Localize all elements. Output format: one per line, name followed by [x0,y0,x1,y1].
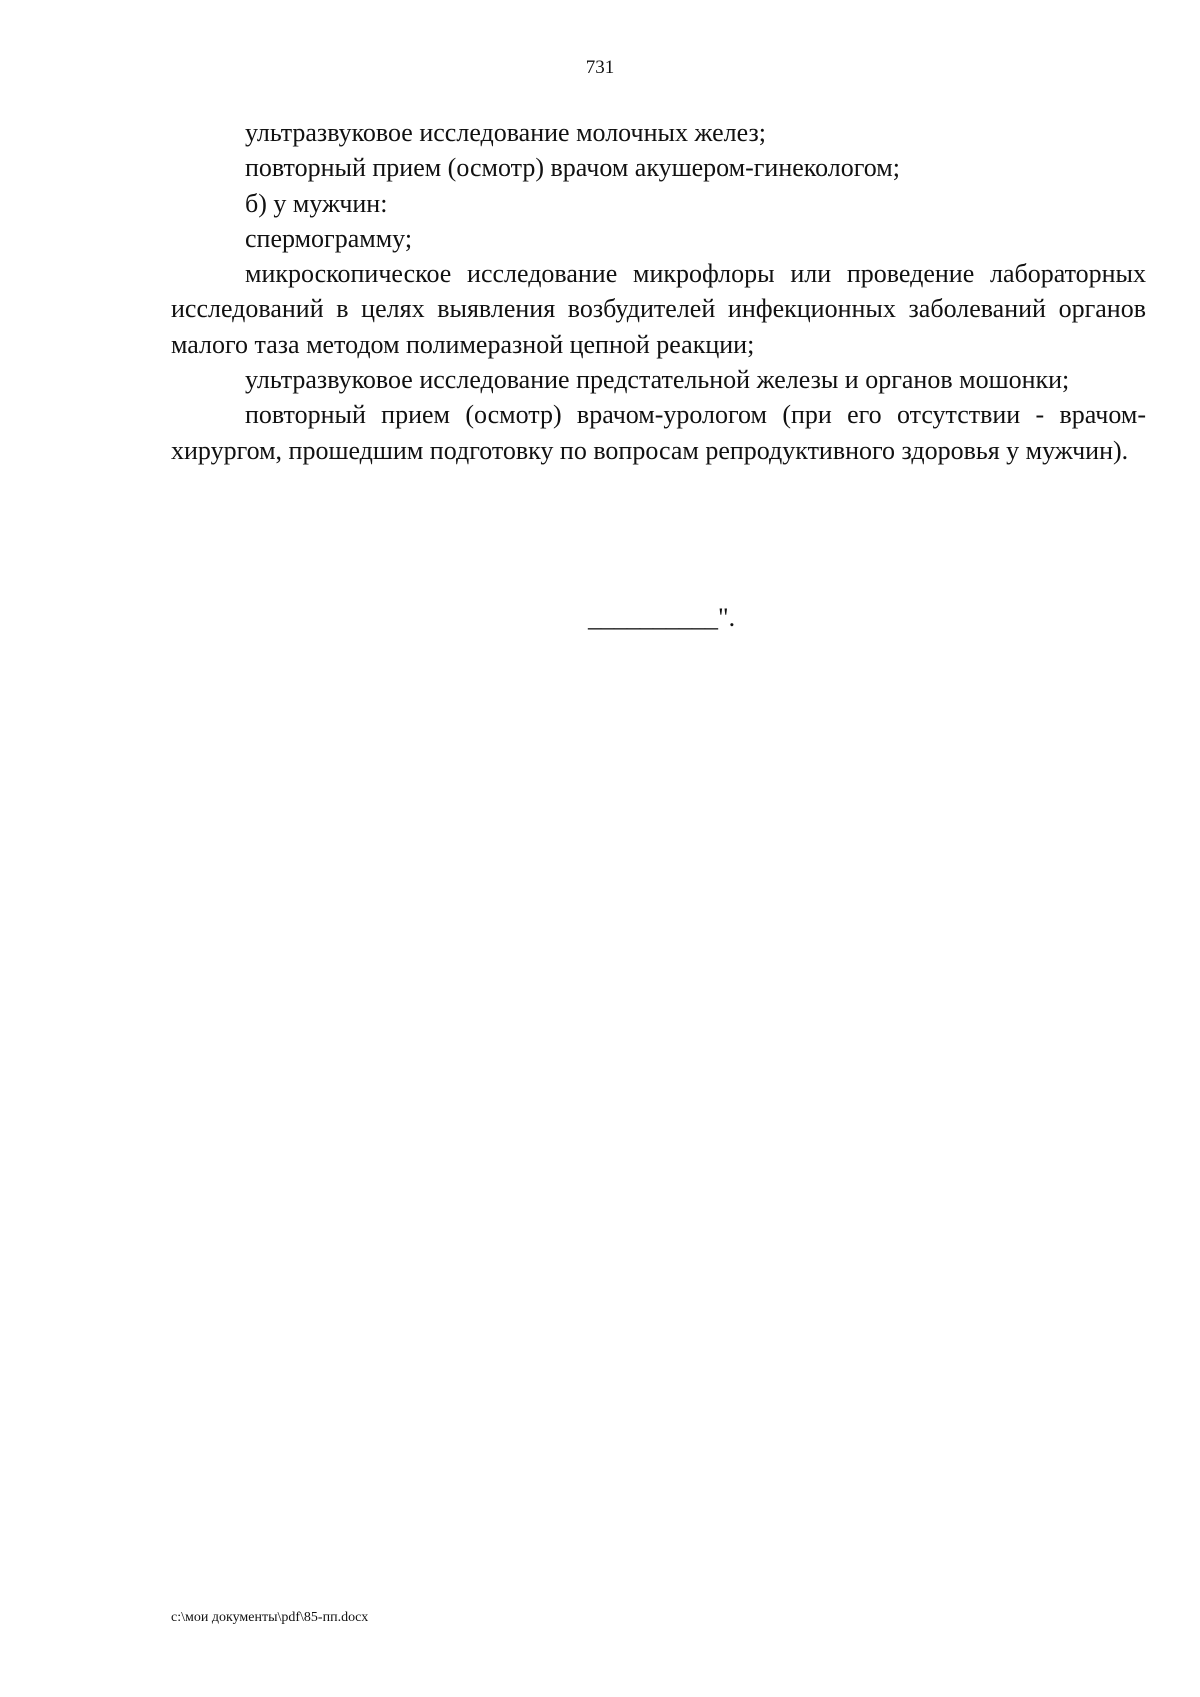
footer-file-path: c:\мои документы\pdf\85-пп.docx [171,1610,369,1625]
paragraph: повторный прием (осмотр) врачом-урологом (при его отсутствии - врачом-хирургом, прошедшим подготовку по вопросам репродуктивного здоровья у мужчин). [171,400,1146,465]
paragraph: микроскопическое исследование микрофлоры или проведение лабораторных исследований в целях выявления возбудителей инфекционных заболеваний органов малого таза методом полимеразной цепной реакции; [171,259,1146,359]
closing-mark: __________". [588,603,736,632]
paragraph: спермограмму; [245,223,413,253]
paragraph: ультразвуковое исследование молочных желез; [245,118,766,147]
page-number: 731 [585,57,615,78]
paragraph: ультразвуковое исследование предстательной железы и органов мошонки; [245,365,1070,395]
paragraph: б) у мужчин: [245,188,388,218]
paragraph: повторный прием (осмотр) врачом акушером-гинекологом; [245,153,900,183]
document-body [171,115,1146,468]
